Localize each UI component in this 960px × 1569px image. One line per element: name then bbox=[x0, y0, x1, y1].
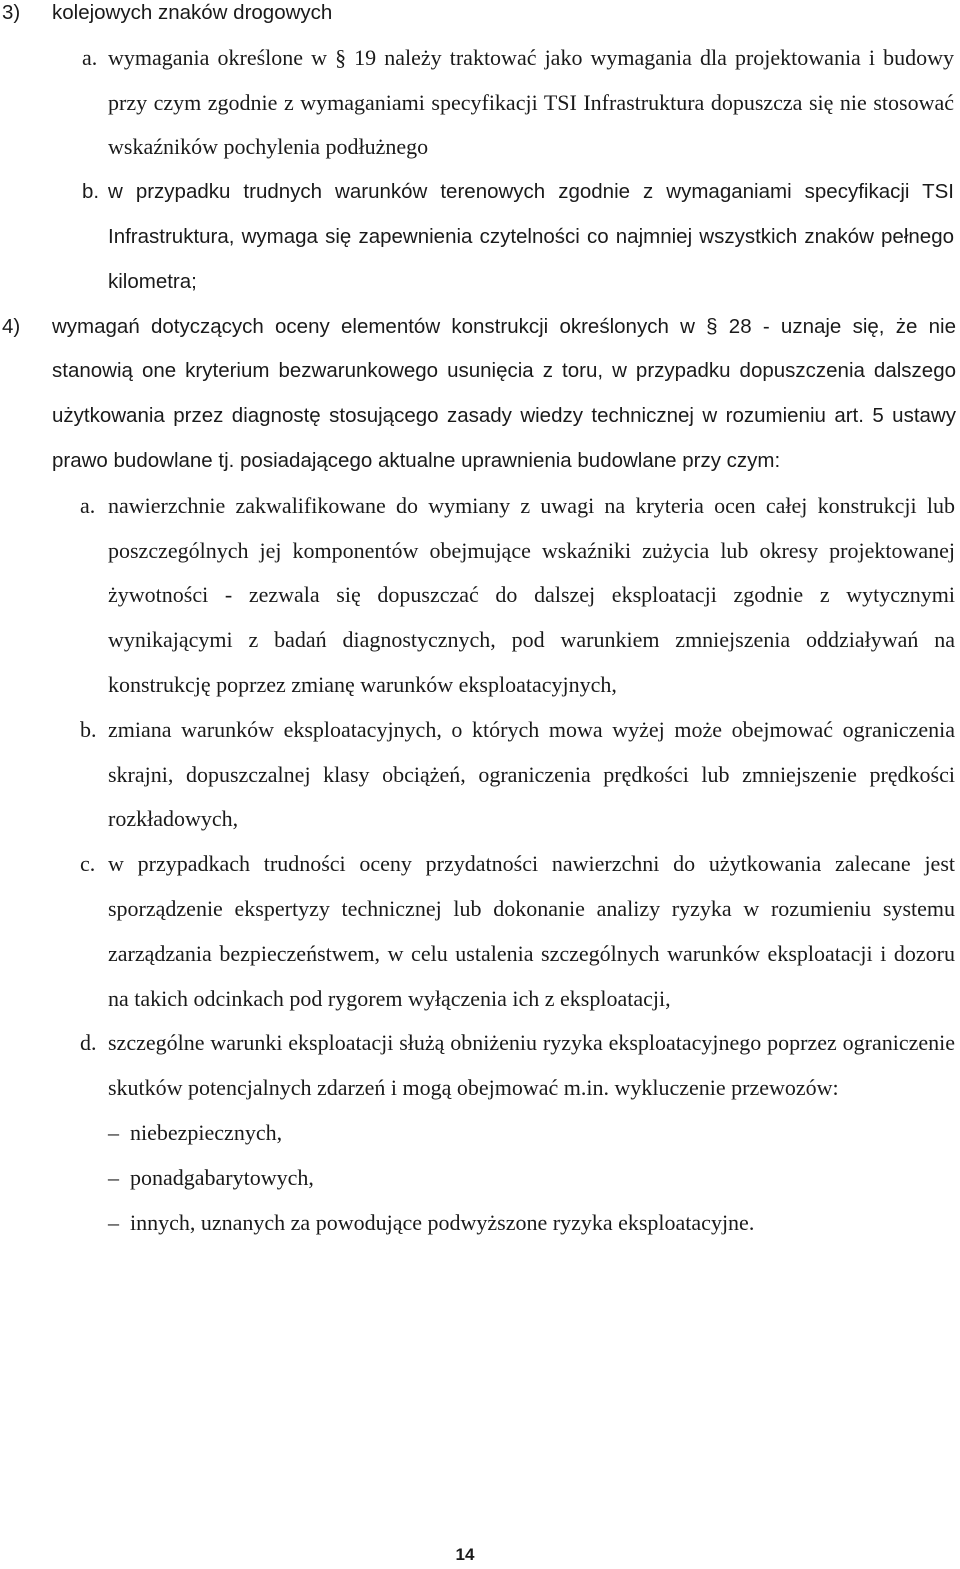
sub-marker: d. bbox=[80, 1030, 97, 1056]
sub-item-text: wymagania określone w § 19 należy traktować jako wymagania dla projektowania i budowy przy czym zgodnie z wymaganiami specyfikacji TSI Infrastruktura dopuszcza się nie stosować wskaźników pochylenia podłużnego bbox=[108, 44, 954, 160]
sub-item-text: nawierzchnie zakwalifikowane do wymiany z uwagi na kryteria ocen całej konstrukcji lub poszczególnych jej komponentów obejmujące wskaźniki zużycia lub okresy projektowanej żywotności - zezwala się dopuszczać do dalszej eksploatacji zgodnie z wytycznymi wynikającymi z badań diagnostycznych, pod warunkiem zmniejszenia oddziaływań na konstrukcję poprzez zmianę warunków eksploatacyjnych, bbox=[108, 492, 955, 697]
sub-marker: c. bbox=[80, 851, 96, 877]
list-marker: 4) bbox=[2, 314, 21, 338]
dash-item bbox=[0, 1201, 960, 1246]
sub-marker: b. bbox=[80, 716, 97, 742]
dash-marker: – bbox=[108, 1119, 119, 1145]
list-item-4 bbox=[0, 305, 960, 484]
sub-item-4c bbox=[0, 842, 960, 1021]
sub-item-3a bbox=[0, 36, 960, 170]
dash-item bbox=[0, 1156, 960, 1201]
list-item-3 bbox=[0, 0, 960, 36]
list-marker: 3) bbox=[2, 1, 21, 24]
sub-marker: a. bbox=[80, 492, 96, 518]
sub-item-4b bbox=[0, 708, 960, 842]
dash-item bbox=[0, 1111, 960, 1156]
sub-marker: b. bbox=[82, 180, 100, 204]
sub-marker: a. bbox=[82, 44, 98, 70]
list-item-text: wymagań dotyczących oceny elementów konstrukcji określonych w § 28 - uznaje się, że nie stanowią one kryterium bezwarunkowego usunięcia z toru, w przypadku dopuszczenia dalszego użytkowania przez diagnostę stosującego zasady wiedzy technicznej w rozumieniu art. 5 ustawy prawo budowlane tj. posiadającego aktualne uprawnienia budowlane przy czym: bbox=[52, 314, 956, 472]
sub-item-text: szczególne warunki eksploatacji służą obniżeniu ryzyka eksploatacyjnego poprzez ograniczenie skutków potencjalnych zdarzeń i mogą obejmować m.in. wykluczenie przewozów: bbox=[108, 1030, 955, 1101]
list-item-text: kolejowych znaków drogowych bbox=[52, 1, 333, 24]
sub-item-4a bbox=[0, 484, 960, 708]
sub-item-4d bbox=[0, 1021, 960, 1111]
dash-marker: – bbox=[108, 1209, 119, 1235]
sub-item-text: w przypadku trudnych warunków terenowych zgodnie z wymaganiami specyfikacji TSI Infrastruktura, wymaga się zapewnienia czytelności co najmniej wszystkich znaków pełnego kilometra; bbox=[108, 180, 954, 293]
sub-item-text: zmiana warunków eksploatacyjnych, o których mowa wyżej może obejmować ograniczenia skrajni, dopuszczalnej klasy obciążeń, ograniczenia prędkości lub zmniejszenie prędkości rozkładowych, bbox=[108, 716, 955, 832]
dash-marker: – bbox=[108, 1164, 119, 1190]
dash-item-text: innych, uznanych za powodujące podwyższone ryzyka eksploatacyjne. bbox=[130, 1209, 755, 1235]
dash-item-text: niebezpiecznych, bbox=[130, 1119, 283, 1145]
sub-item-3b bbox=[0, 170, 960, 304]
dash-item-text: ponadgabarytowych, bbox=[130, 1164, 314, 1190]
page-number: 14 bbox=[455, 1545, 475, 1564]
sub-item-text: w przypadkach trudności oceny przydatności nawierzchni do użytkowania zalecane jest sporządzenie ekspertyzy technicznej lub dokonanie analizy ryzyka w rozumieniu systemu zarządzania bezpieczeństwem, w celu ustalenia szczególnych warunków eksploatacji i dozoru na takich odcinkach pod rygorem wyłączenia ich z eksploatacji, bbox=[108, 851, 955, 1011]
